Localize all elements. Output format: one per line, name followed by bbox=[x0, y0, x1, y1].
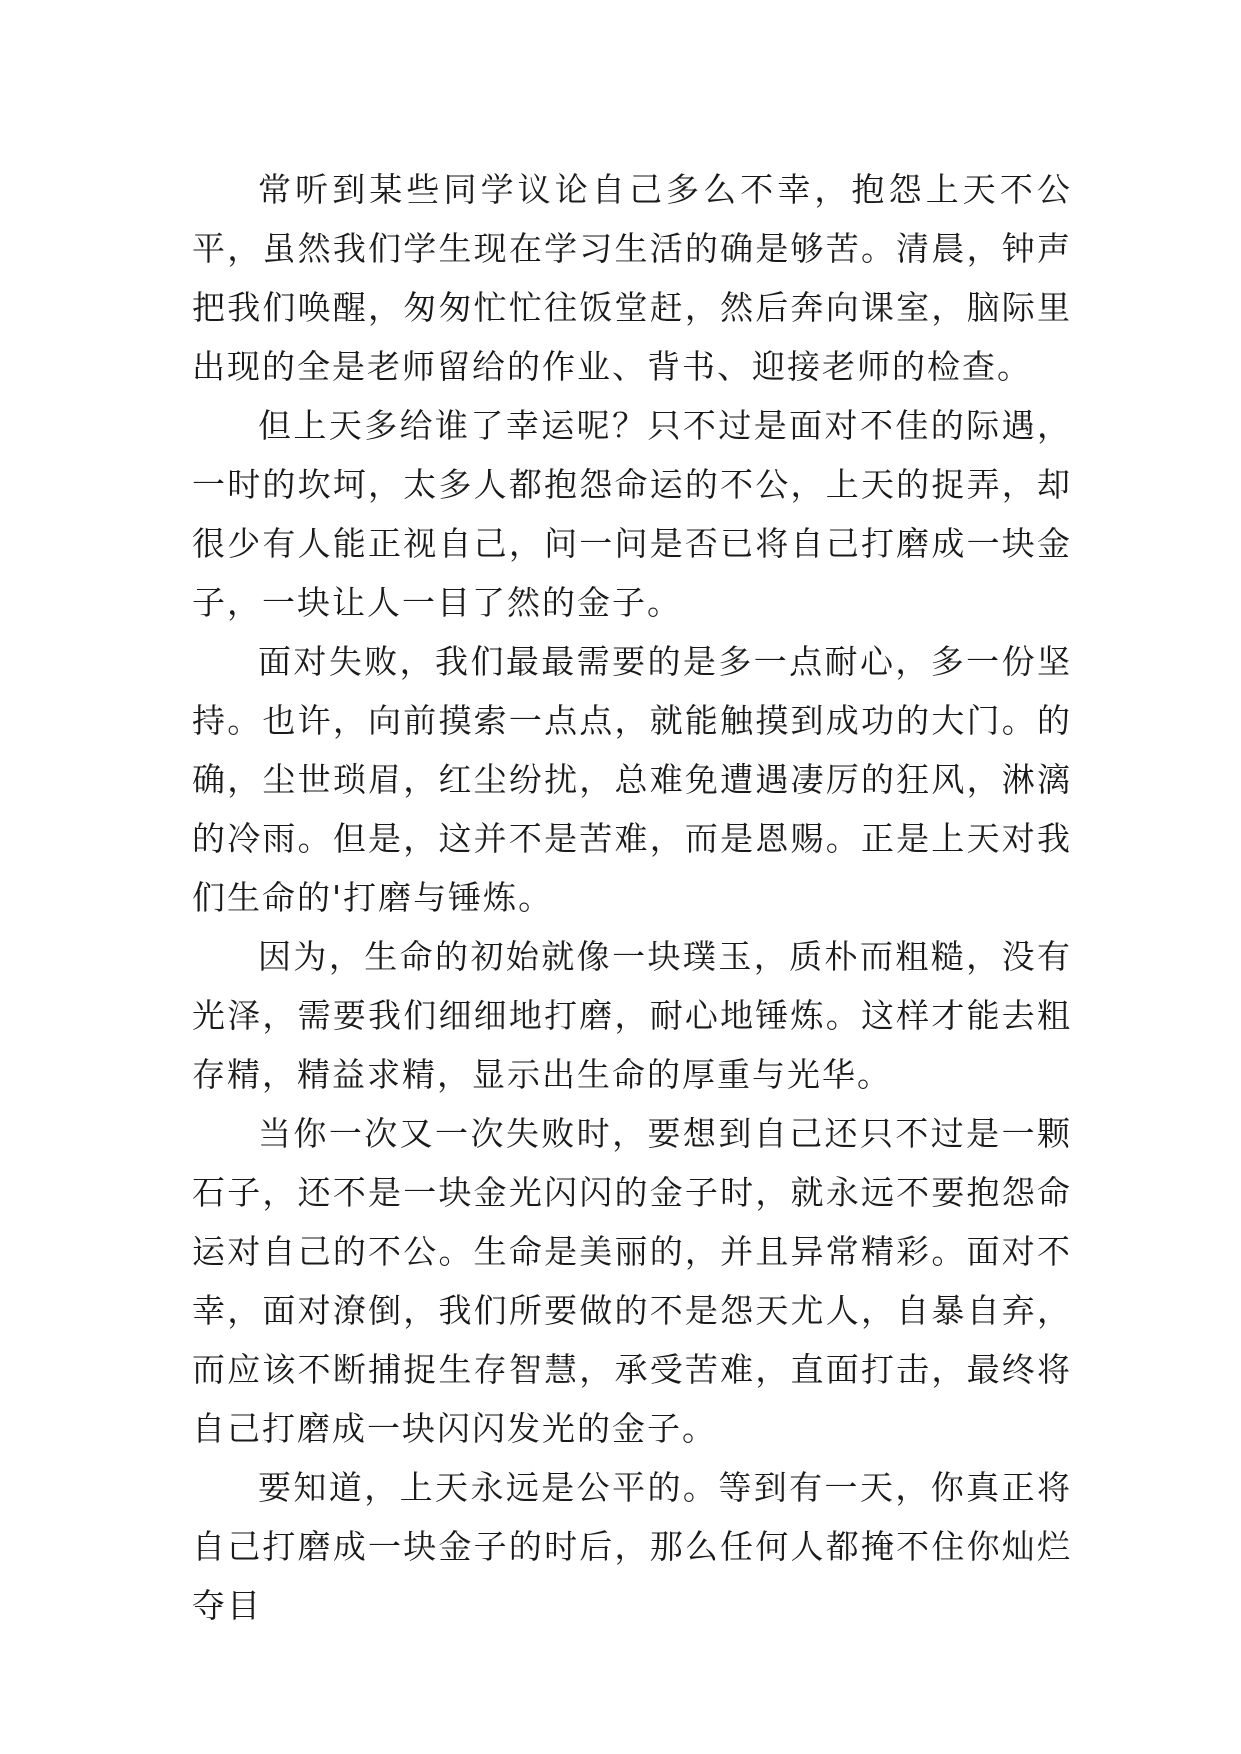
paragraph-2: 但上天多给谁了幸运呢？只不过是面对不佳的际遇，一时的坎坷，太多人都抱怨命运的不公，上天的捉弄，却很少有人能正视自己，问一问是否已将自己打磨成一块金子，一块让人一目了然的金子。 bbox=[192, 406, 1072, 622]
paragraph-6: 要知道，上天永远是公平的。等到有一天，你真正将自己打磨成一块金子的时后，那么任何人都掩不住你灿烂夺目 bbox=[192, 1468, 1072, 1625]
paragraph-3: 面对失败，我们最最需要的是多一点耐心，多一份坚持。也许，向前摸索一点点，就能触摸到成功的大门。的确，尘世琐眉，红尘纷扰，总难免遭遇凄厉的狂风，淋漓的冷雨。但是，这并不是苦难，而是恩赐。正是上天对我们生命的'打磨与锤炼。 bbox=[192, 642, 1072, 917]
paragraph-4: 因为，生命的初始就像一块璞玉，质朴而粗糙，没有光泽，需要我们细细地打磨，耐心地锤炼。这样才能去粗存精，精益求精，显示出生命的厚重与光华。 bbox=[192, 937, 1072, 1094]
paragraph-5: 当你一次又一次失败时，要想到自己还只不过是一颗石子，还不是一块金光闪闪的金子时，就永远不要抱怨命运对自己的不公。生命是美丽的，并且异常精彩。面对不幸，面对潦倒，我们所要做的不是怨天尤人，自暴自弃，而应该不断捕捉生存智慧，承受苦难，直面打击，最终将自己打磨成一块闪闪发光的金子。 bbox=[192, 1114, 1072, 1448]
essay-body bbox=[192, 160, 1072, 1635]
paragraph-1: 常听到某些同学议论自己多么不幸，抱怨上天不公平，虽然我们学生现在学习生活的确是够苦。清晨，钟声把我们唤醒，匆匆忙忙往饭堂赶，然后奔向课室，脑际里出现的全是老师留给的作业、背书、迎接老师的检查。 bbox=[192, 170, 1072, 386]
